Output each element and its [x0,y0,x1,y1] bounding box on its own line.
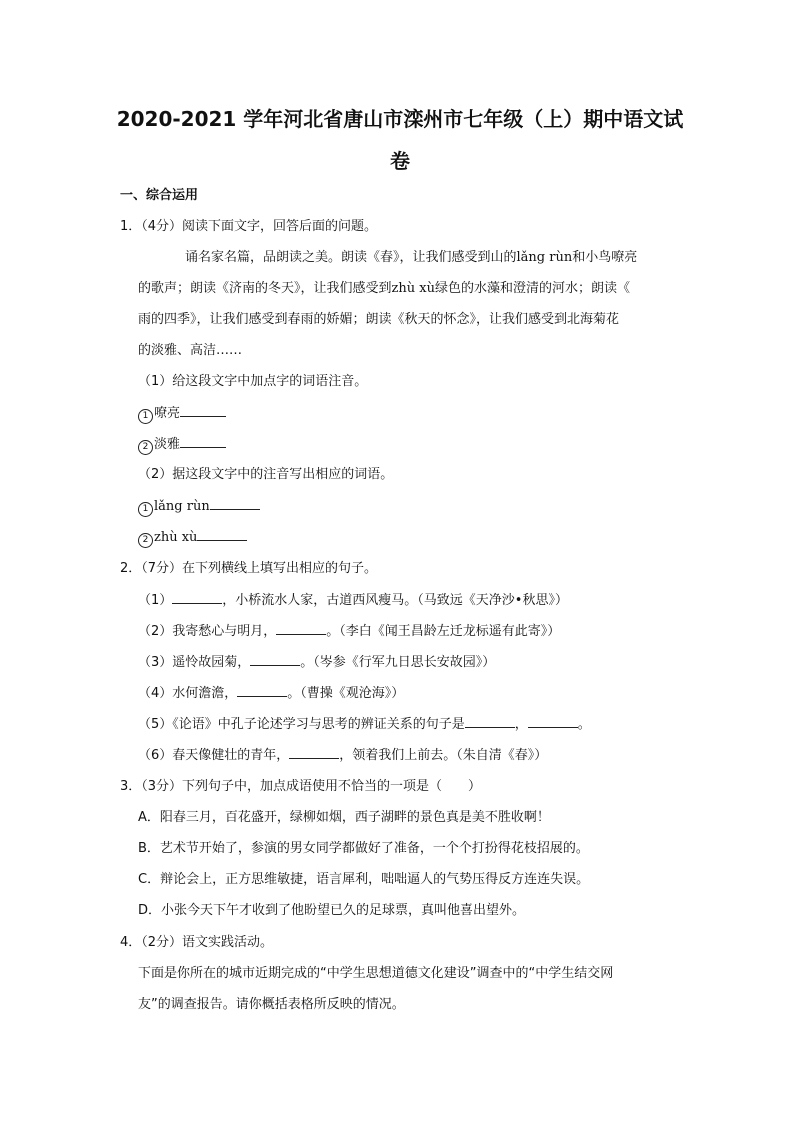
para-text: 诵名家名篇，品朗读之美。朗读《春》，让我们感受到山的 [185,250,517,265]
sentence-text: 。（曹操《观沧海》） [287,686,405,701]
q2-sentence-3 [138,653,495,672]
para-text: 和小鸟嘹亮 [572,250,638,265]
answer-blank[interactable] [210,497,260,510]
sentence-text: 。 [577,717,591,732]
q3-heading: 3．（3分）下列句子中，加点成语使用不恰当的一项是（ ） [120,779,482,794]
q3-option-d[interactable]: D．小张今天下午才收到了他盼望已久的足球票，真叫他喜出望外。 [138,903,526,918]
circled-number: 2 [138,440,153,455]
sentence-text: （5）《论语》中孔子论述学习与思考的辨证关系的句子是 [138,717,465,732]
sentence-text: 。（岑参《行军九日思长安故园》） [300,655,496,670]
answer-blank[interactable] [528,715,578,728]
q1-paragraph-line-1 [185,249,637,267]
q3-option-b[interactable]: B．艺术节开始了，参演的男女同学都做好了准备，一个个打扮得花枝招展的。 [138,841,589,856]
answer-blank[interactable] [180,435,226,448]
q1-item-3 [138,497,260,517]
answer-blank[interactable] [276,622,326,635]
section-heading: 一、综合运用 [120,188,199,203]
sentence-text: 。（李白《闻王昌龄左迁龙标遥有此寄》） [326,624,561,639]
q2-heading: 2．（7分）在下列横线上填写出相应的句子。 [120,561,378,576]
q2-sentence-2 [138,622,560,641]
q1-item-2 [138,435,226,455]
sentence-text: ，领着我们上前去。（朱自清《春》） [339,748,548,763]
answer-blank[interactable] [172,591,222,604]
q4-text-line-1: 下面是你所在的城市近期完成的“中学生思想道德文化建设”调查中的“中学生结交网 [138,966,614,981]
sentence-text: ， [514,717,528,732]
item-text: zhù xù [154,530,198,545]
exam-title [110,98,690,182]
q1-item-1 [138,404,226,424]
answer-blank[interactable] [250,653,300,666]
q2-sentence-1 [138,591,568,610]
q1-paragraph-line-2 [138,280,630,298]
q4-heading: 4．（2分）语文实践活动。 [120,935,274,950]
para-text: 的歌声；朗读《济南的冬天》，让我们感受到 [138,281,392,296]
para-text: 绿色的水藻和澄清的河水；朗读《 [434,281,630,296]
circled-number: 2 [138,533,153,548]
sentence-text: （1） [138,593,173,608]
q1-sub-question-2: （2）据这段文字中的注音写出相应的词语。 [138,467,394,482]
q2-sentence-6 [138,746,547,765]
q1-paragraph-line-3: 雨的四季》，让我们感受到春雨的娇媚；朗读《秋天的怀念》，让我们感受到北海菊花 [138,312,620,327]
circled-number: 1 [138,409,153,424]
q3-option-c[interactable]: C．辩论会上，正方思维敏捷，语言犀利，咄咄逼人的气势压得反方连连失误。 [138,872,590,887]
circled-number: 1 [138,502,153,517]
item-text: lǎng rùn [154,499,210,514]
q1-sub-question-1: （1）给这段文字中加点字的词语注音。 [138,374,368,389]
answer-blank[interactable] [197,528,247,541]
q2-sentence-4 [138,684,404,703]
q2-sentence-5 [138,715,591,734]
title-line-1: 2020-2021 学年河北省唐山市滦州市七年级（上）期中语文试 [116,107,684,131]
pinyin-text: lǎng rùn [516,250,573,265]
q1-item-4 [138,528,247,548]
sentence-text: （2）我寄愁心与明月， [138,624,277,639]
sentence-text: （3）遥怜故园菊， [138,655,251,670]
answer-blank[interactable] [465,715,515,728]
item-text: 淡雅 [154,437,181,452]
answer-blank[interactable] [180,404,226,417]
pinyin-text: zhù xù [391,281,435,296]
q3-option-a[interactable]: A．阳春三月，百花盛开，绿柳如烟，西子湖畔的景色真是美不胜收啊！ [138,810,550,825]
answer-blank[interactable] [289,746,339,759]
q4-text-line-2: 友”的调查报告。请你概括表格所反映的情况。 [138,997,405,1012]
item-text: 嘹亮 [154,406,181,421]
q1-heading: 1．（4分）阅读下面文字，回答后面的问题。 [120,219,378,234]
title-line-2: 卷 [390,149,410,173]
sentence-text: （4）水何澹澹， [138,686,238,701]
sentence-text: ，小桥流水人家，古道西风瘦马。（马致远《天净沙•秋思》） [222,593,568,608]
answer-blank[interactable] [237,684,287,697]
q1-paragraph-line-4: 的淡雅、高洁…… [138,343,243,358]
sentence-text: （6）春天像健壮的青年， [138,748,290,763]
